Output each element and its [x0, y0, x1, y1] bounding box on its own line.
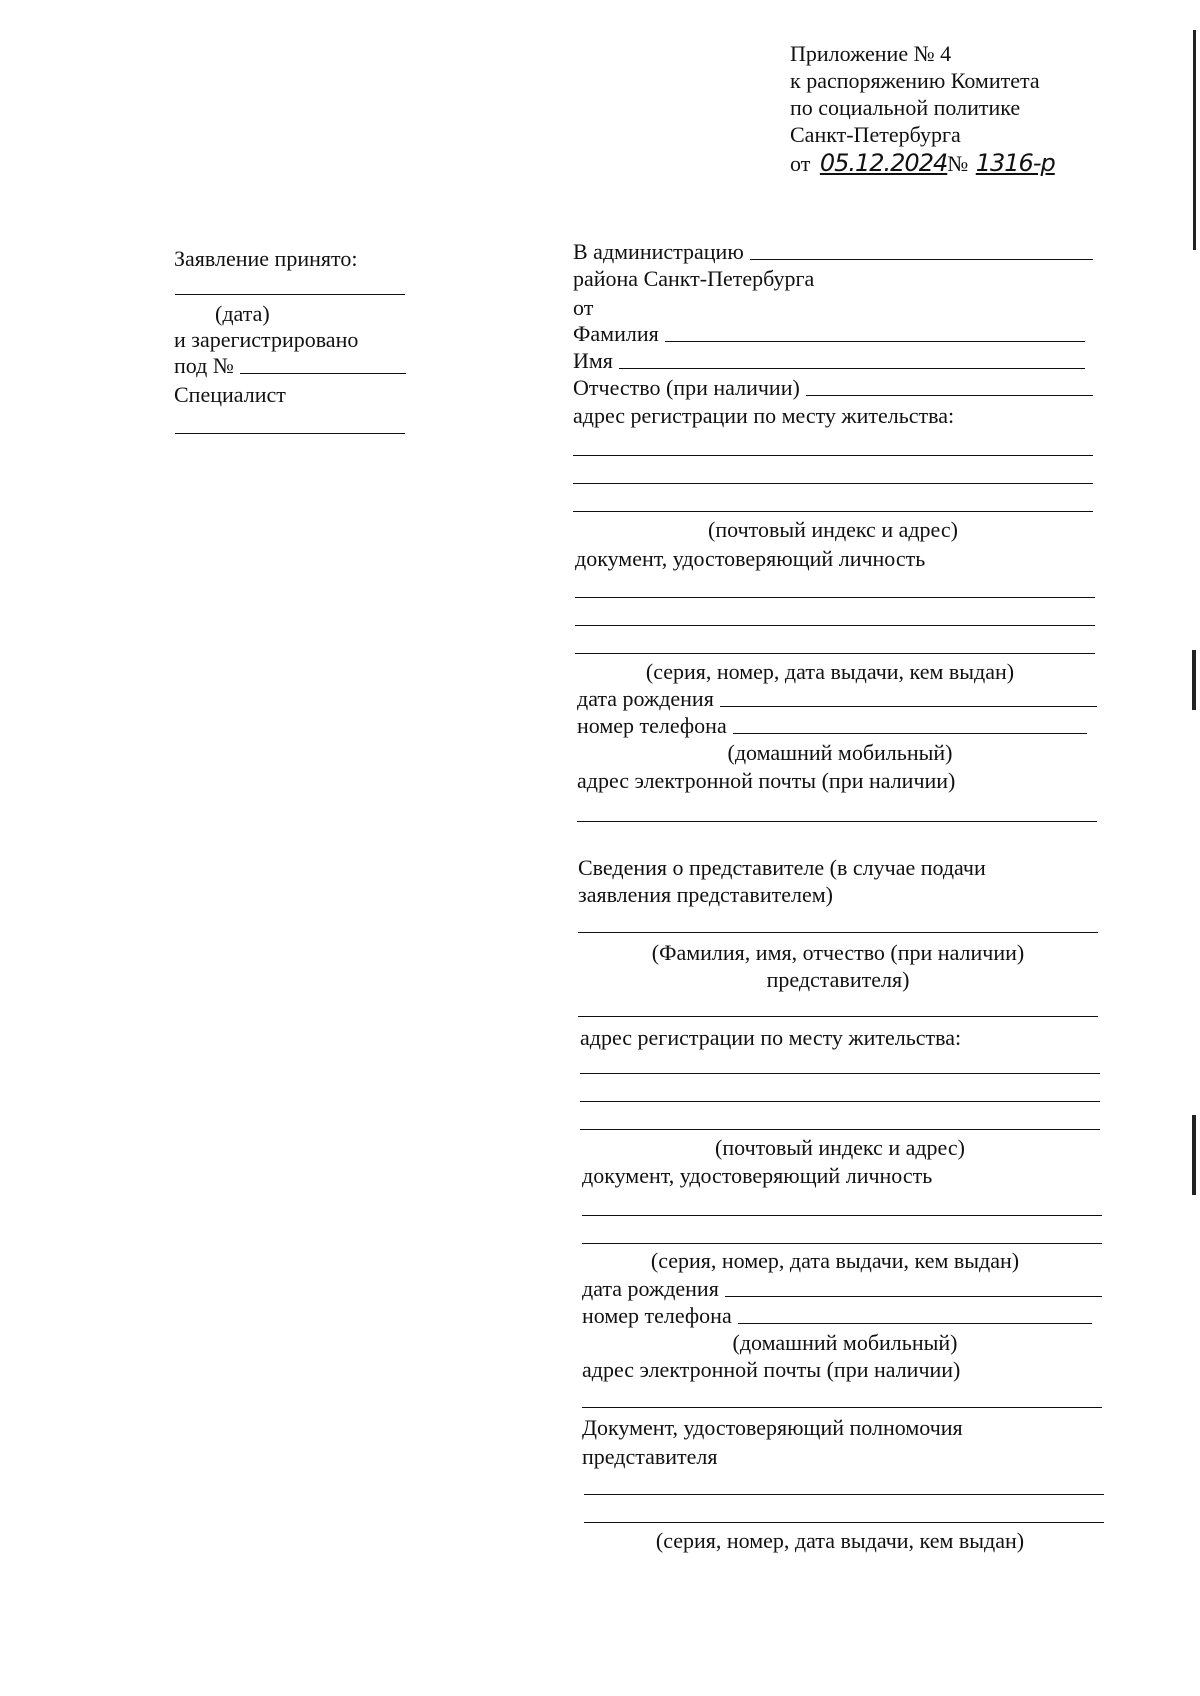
representative-email-label: адрес электронной почты (при наличии)	[582, 1357, 961, 1382]
representative-birth-date-label: дата рождения	[582, 1276, 719, 1301]
representative-fio-line[interactable]	[578, 932, 1098, 933]
header-line-1: Приложение № 4	[790, 41, 952, 66]
representative-phone-field[interactable]	[582, 1302, 1092, 1329]
applicant-address-line-3[interactable]	[573, 511, 1093, 512]
specialist-label: Специалист	[174, 382, 286, 407]
applicant-address-label: адрес регистрации по месту жительства:	[573, 403, 955, 428]
representative-doc-line-1[interactable]	[582, 1215, 1102, 1216]
applicant-address-line-1[interactable]	[573, 455, 1093, 456]
scan-edge-mark	[1193, 30, 1196, 250]
representative-doc-line-2[interactable]	[582, 1243, 1102, 1244]
name-label: Имя	[573, 348, 613, 373]
representative-address-line-3[interactable]	[580, 1129, 1100, 1130]
representative-fio-hint-1: (Фамилия, имя, отчество (при наличии)	[651, 940, 1025, 965]
from-prefix: от	[790, 151, 811, 176]
scan-edge-mark	[1192, 1115, 1196, 1195]
representative-intro-2: заявления представителем)	[578, 882, 833, 907]
applicant-email-line[interactable]	[577, 821, 1097, 822]
header-line-2: к распоряжению Комитета	[790, 68, 1040, 93]
date-hint: (дата)	[215, 301, 270, 326]
applicant-birth-date-field[interactable]	[577, 685, 1097, 712]
handwritten-date: 05.12.2024	[819, 149, 948, 177]
registration-number-field[interactable]	[174, 352, 406, 379]
applicant-phone-field[interactable]	[577, 712, 1087, 739]
applicant-doc-hint: (серия, номер, дата выдачи, кем выдан)	[645, 659, 1015, 684]
representative-address-label: адрес регистрации по месту жительства:	[580, 1025, 962, 1050]
representative-extra-line[interactable]	[578, 1016, 1098, 1017]
name-field[interactable]	[573, 347, 1085, 374]
authority-line-2[interactable]	[584, 1522, 1104, 1523]
received-date-line	[175, 294, 405, 295]
applicant-phone-label: номер телефона	[577, 713, 727, 738]
district-label: района Санкт-Петербурга	[573, 266, 815, 291]
to-admin-label: В администрацию	[573, 239, 744, 264]
header-line-4: Санкт-Петербурга	[790, 122, 961, 147]
surname-label: Фамилия	[573, 321, 659, 346]
representative-phone-label: номер телефона	[582, 1303, 732, 1328]
administration-field[interactable]	[573, 238, 1093, 265]
patronymic-label: Отчество (при наличии)	[573, 375, 800, 400]
authority-label-2: представителя	[582, 1444, 718, 1469]
representative-birth-date-field[interactable]	[582, 1275, 1102, 1302]
applicant-doc-line-3[interactable]	[575, 653, 1095, 654]
representative-phone-hint: (домашний мобильный)	[732, 1330, 958, 1355]
surname-field[interactable]	[573, 320, 1085, 347]
representative-intro-1: Сведения о представителе (в случае подачи	[578, 855, 986, 880]
header-date-line	[790, 150, 1055, 177]
representative-doc-label: документ, удостоверяющий личность	[582, 1163, 933, 1188]
under-no-label: под №	[174, 353, 234, 378]
authority-label-1: Документ, удостоверяющий полномочия	[582, 1415, 963, 1440]
authority-hint: (серия, номер, дата выдачи, кем выдан)	[655, 1528, 1025, 1553]
representative-fio-hint-2: представителя)	[766, 967, 910, 992]
representative-doc-hint: (серия, номер, дата выдачи, кем выдан)	[650, 1248, 1020, 1273]
applicant-phone-hint: (домашний мобильный)	[727, 740, 953, 765]
from-label: от	[573, 295, 594, 320]
applicant-birth-date-label: дата рождения	[577, 686, 714, 711]
received-label: Заявление принято:	[174, 246, 358, 271]
handwritten-number: 1316-р	[975, 149, 1055, 177]
representative-email-line[interactable]	[582, 1407, 1102, 1408]
applicant-doc-line-2[interactable]	[575, 625, 1095, 626]
representative-address-line-1[interactable]	[580, 1073, 1100, 1074]
representative-address-hint: (почтовый индекс и адрес)	[715, 1135, 965, 1160]
applicant-email-label: адрес электронной почты (при наличии)	[577, 768, 956, 793]
applicant-doc-label: документ, удостоверяющий личность	[575, 546, 926, 571]
specialist-signature-line[interactable]	[175, 433, 405, 434]
applicant-address-line-2[interactable]	[573, 483, 1093, 484]
applicant-doc-line-1[interactable]	[575, 597, 1095, 598]
authority-line-1[interactable]	[584, 1494, 1104, 1495]
registered-label: и зарегистрировано	[174, 327, 359, 352]
representative-address-line-2[interactable]	[580, 1101, 1100, 1102]
scan-edge-mark	[1192, 650, 1196, 710]
applicant-address-hint: (почтовый индекс и адрес)	[708, 517, 958, 542]
header-line-3: по социальной политике	[790, 95, 1021, 120]
patronymic-field[interactable]	[573, 374, 1093, 401]
number-sign: №	[947, 151, 969, 176]
